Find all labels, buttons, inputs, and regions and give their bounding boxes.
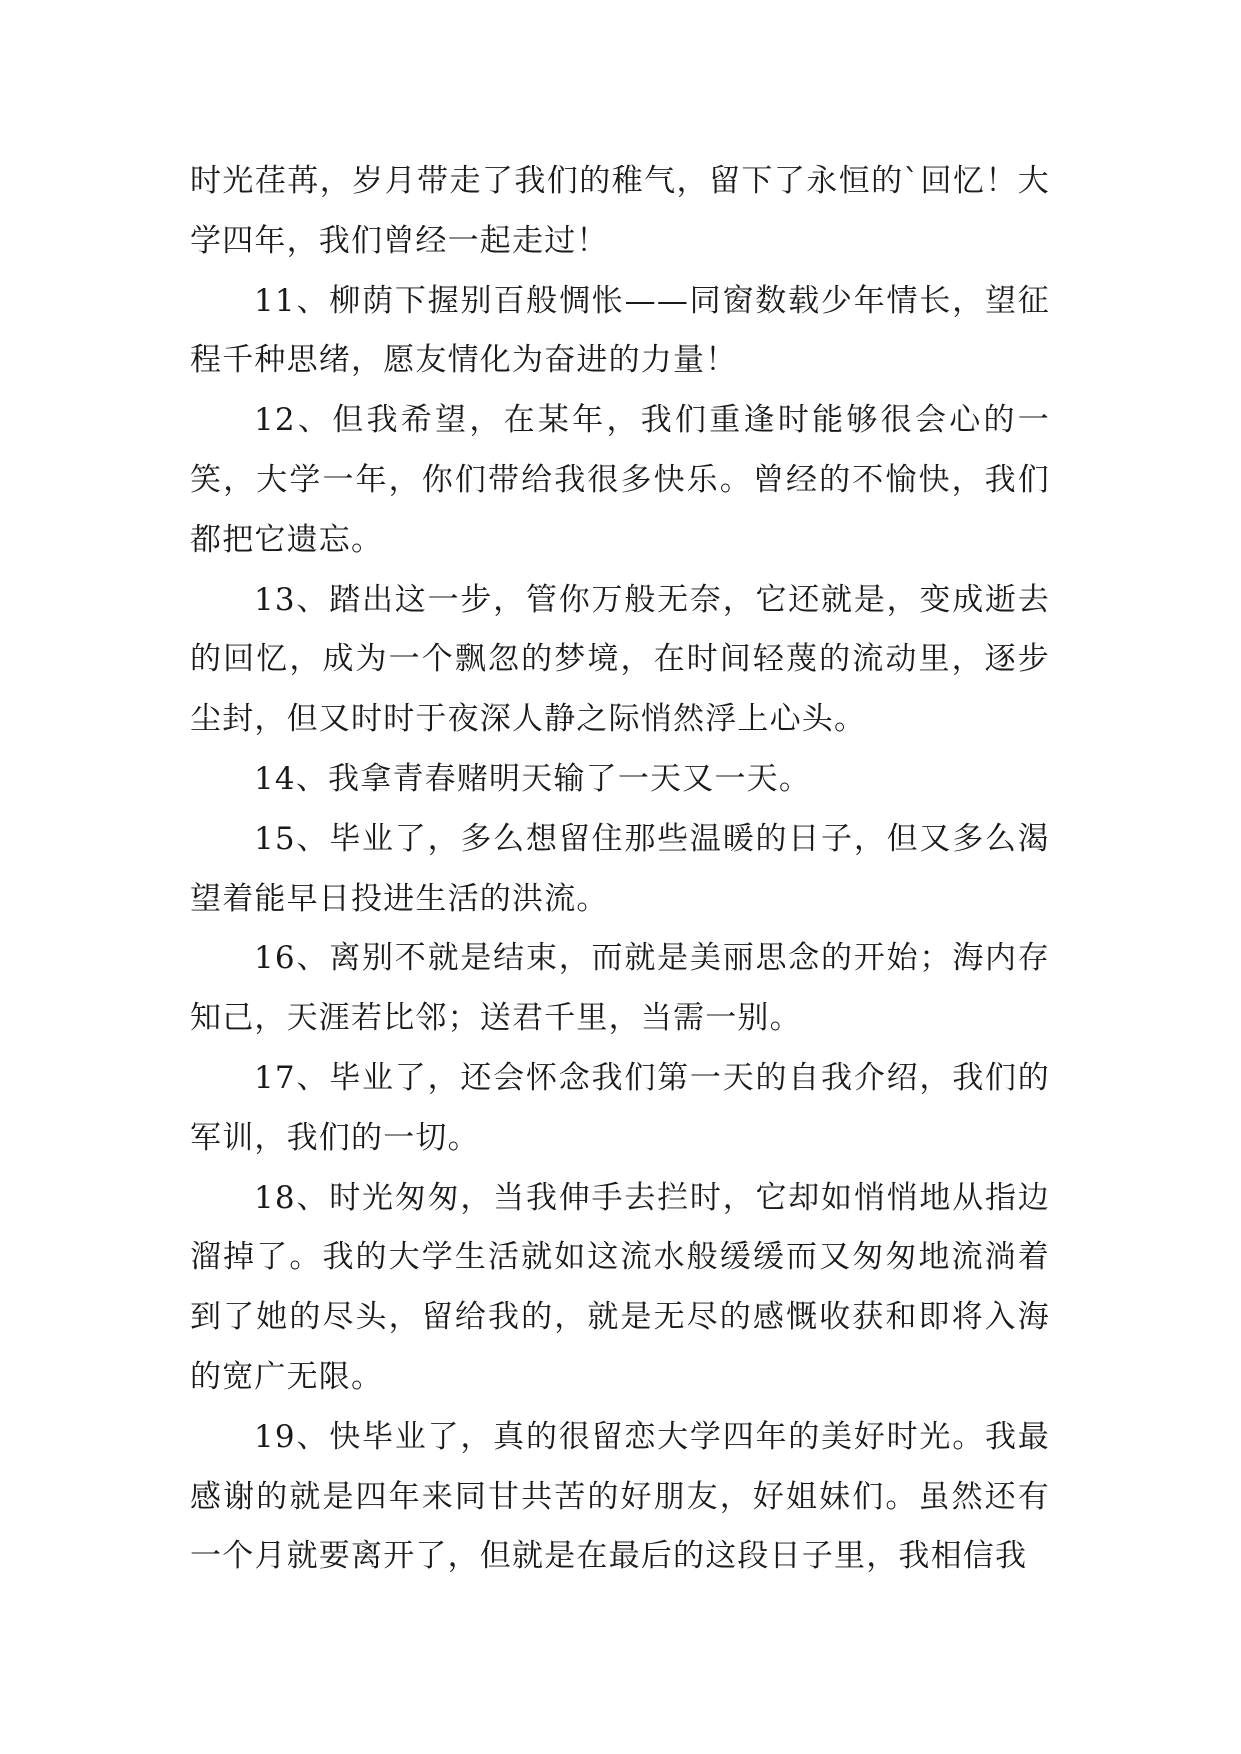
paragraph-intro: 时光荏苒，岁月带走了我们的稚气，留下了永恒的`回忆！大学四年，我们曾经一起走过！ (190, 163, 1050, 259)
paragraph-item-18: 18、时光匆匆，当我伸手去拦时，它却如悄悄地从指边溜掉了。我的大学生活就如这流水般缓缓而又匆匆地流淌着到了她的尽头，留给我的，就是无尽的感慨收获和即将入海的宽广无限。 (190, 1179, 1050, 1395)
paragraph-item-14: 14、我拿青春赌明天输了一天又一天。 (254, 760, 812, 797)
paragraph-item-16: 16、离别不就是结束，而就是美丽思念的开始；海内存知己，天涯若比邻；送君千里，当需一别。 (190, 940, 1050, 1037)
paragraph-item-19: 19、快毕业了，真的很留恋大学四年的美好时光。我最感谢的就是四年来同甘共苦的好朋友，好姐妹们。虽然还有一个月就要离开了，但就是在最后的这段日子里，我相信我 (190, 1418, 1050, 1575)
paragraph-item-15: 15、毕业了，多么想留住那些温暖的日子，但又多么渴望着能早日投进生活的洪流。 (190, 820, 1050, 917)
paragraph-item-13: 13、踏出这一步，管你万般无奈，它还就是，变成逝去的回忆，成为一个飘忽的梦境，在时间轻蔑的流动里，逐步尘封，但又时时于夜深人静之际悄然浮上心头。 (190, 581, 1050, 738)
document-body (190, 152, 1050, 1587)
paragraph-item-17: 17、毕业了，还会怀念我们第一天的自我介绍，我们的军训，我们的一切。 (190, 1059, 1050, 1156)
paragraph-item-11: 11、柳荫下握别百般惆怅——同窗数载少年情长，望征程千种思绪，愿友情化为奋进的力量！ (190, 282, 1050, 379)
paragraph-item-12: 12、但我希望，在某年，我们重逢时能够很会心的一笑，大学一年，你们带给我很多快乐。曾经的不愉快，我们都把它遗忘。 (190, 402, 1050, 558)
